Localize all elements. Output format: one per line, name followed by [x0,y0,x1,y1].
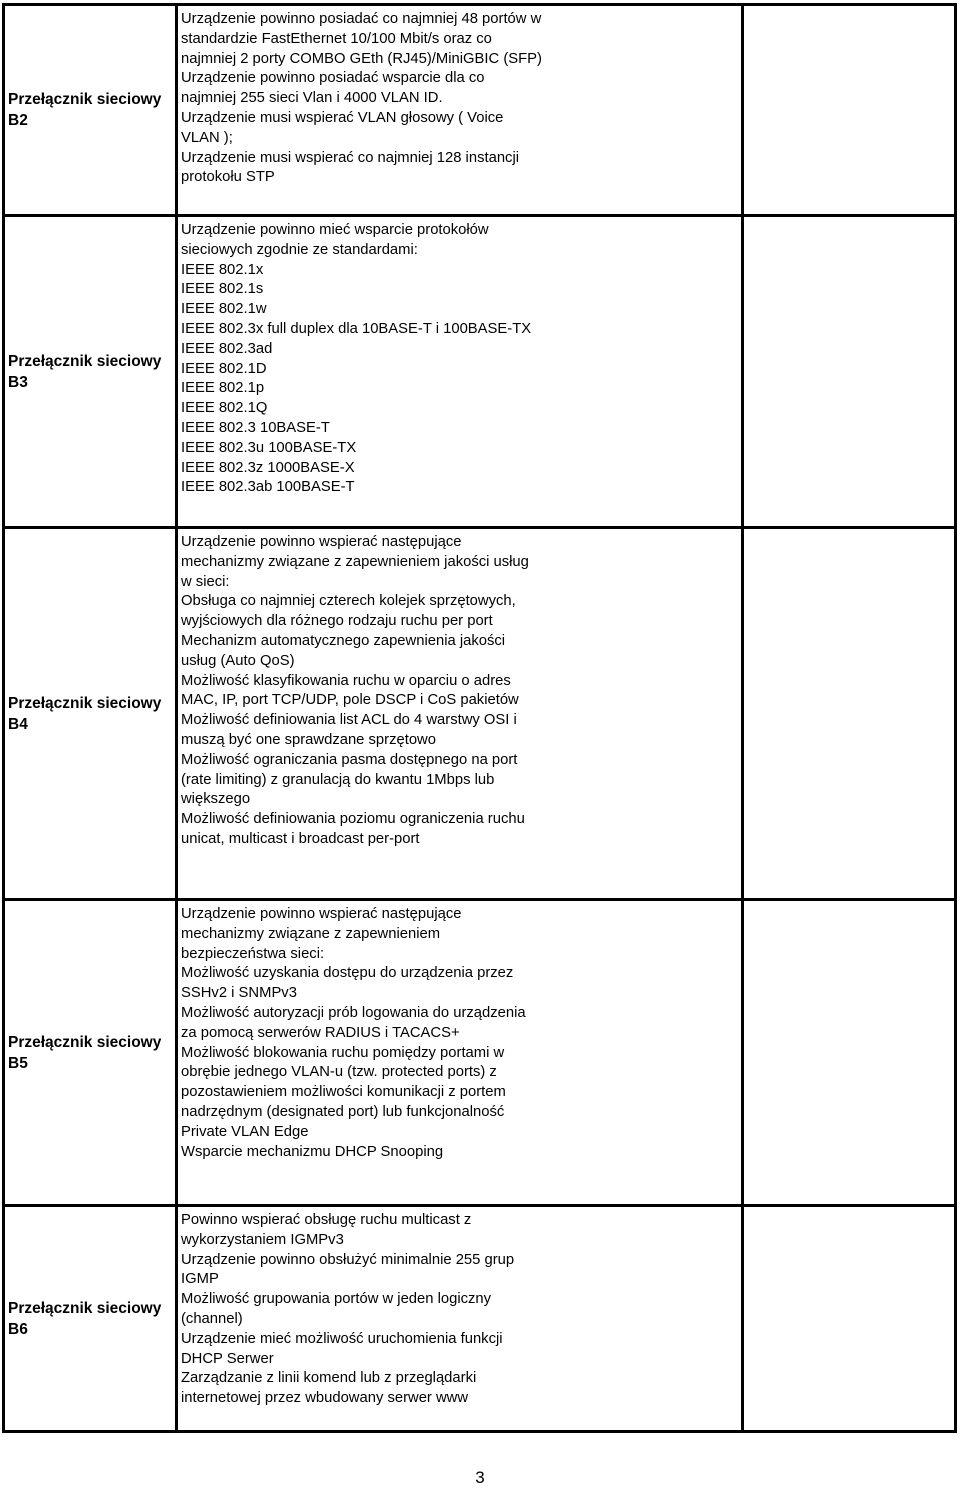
offer-cell [743,216,956,528]
requirement-line: IGMP [181,1271,219,1288]
requirement-line: Obsługa co najmniej czterech kolejek sprzętowych, [181,593,516,610]
device-label-name: Przełącznik sieciowy [8,694,162,712]
requirement-line: Możliwość uzyskania dostępu do urządzenia przez [181,965,514,982]
device-label [5,351,175,393]
device-label-name: Przełącznik sieciowy [8,352,162,370]
offer-cell [743,5,956,216]
requirement-line: Mechanizm automatycznego zapewnienia jakości [181,632,506,649]
requirement-line: muszą być one sprawdzane sprzętowo [181,731,436,748]
table-row [4,528,956,900]
table-row [4,900,956,1206]
device-label-cell [4,1206,177,1432]
requirement-line: sieciowych zgodnie ze standardami: [181,241,418,258]
requirement-line: (channel) [181,1310,243,1327]
requirement-line: Urządzenie musi wspierać VLAN głosowy ( Voice [181,109,504,126]
requirement-line: Wsparcie mechanizmu DHCP Snooping [181,1143,444,1160]
device-label [5,1298,175,1340]
requirement-line: Private VLAN Edge [181,1123,309,1140]
requirement-line: Możliwość ograniczania pasma dostępnego na port [181,751,518,768]
device-label-name: Przełącznik sieciowy [8,1299,162,1317]
requirement-line: najmniej 2 porty COMBO GEth (RJ45)/MiniGBIC (SFP) [181,50,542,67]
device-label-code: B5 [8,1054,28,1072]
requirement-line: DHCP Serwer [181,1350,274,1367]
device-label-code: B4 [8,715,28,733]
requirement-line: bezpieczeństwa sieci: [181,945,325,962]
requirement-line: IEEE 802.3u 100BASE-TX [181,439,357,456]
requirement-line: Możliwość autoryzacji prób logowania do urządzenia [181,1004,526,1021]
requirements-list [178,529,741,850]
requirement-line: IEEE 802.1D [181,360,267,377]
device-label [5,1032,175,1074]
requirement-line: mechanizmy związane z zapewnieniem [181,925,441,942]
requirement-line: IEEE 802.1Q [181,400,268,417]
requirement-line: wykorzystaniem IGMPv3 [181,1231,344,1248]
requirement-line: IEEE 802.3ad [181,340,273,357]
device-label-cell [4,5,177,216]
device-label-code: B3 [8,373,28,391]
requirements-cell [177,5,743,216]
requirement-line: Urządzenie powinno wspierać następujące [181,534,462,550]
requirement-line: standardzie FastEthernet 10/100 Mbit/s oraz co [181,30,492,47]
requirement-line: Możliwość blokowania ruchu pomiędzy portami w [181,1044,505,1061]
requirement-line: wyjściowych dla różnego rodzaju ruchu per port [181,613,493,630]
offer-cell [743,1206,956,1432]
table-row [4,5,956,216]
requirement-line: unicat, multicast i broadcast per-port [181,830,420,847]
device-label-cell [4,528,177,900]
requirements-cell [177,1206,743,1432]
requirement-line: Urządzenie powinno wspierać następujące [181,906,462,922]
requirement-line: nadrzędnym (designated port) lub funkcjonalność [181,1103,505,1120]
requirement-line: Powinno wspierać obsługę ruchu multicast z [181,1212,472,1228]
requirement-line: Urządzenie musi wspierać co najmniej 128 instancji [181,149,520,166]
requirement-line: (rate limiting) z granulacją do kwantu 1Mbps lub [181,771,495,788]
spec-table [2,3,957,1433]
offer-cell [743,528,956,900]
requirement-line: VLAN ); [181,129,233,146]
requirement-line: usług (Auto QoS) [181,652,295,669]
device-label-code: B2 [8,112,28,129]
requirement-line: za pomocą serwerów RADIUS i TACACS+ [181,1024,460,1041]
device-label-code: B6 [8,1320,28,1338]
requirement-line: IEEE 802.3 10BASE-T [181,419,330,436]
requirements-cell [177,528,743,900]
device-label-cell [4,900,177,1206]
requirement-line: większego [181,791,251,808]
requirement-line: IEEE 802.3x full duplex dla 10BASE-T i 100BASE-TX [181,320,532,337]
requirement-line: Urządzenie powinno posiadać co najmniej 48 portów w [181,11,542,27]
requirement-line: IEEE 802.1w [181,301,267,318]
page-number: 3 [475,1468,485,1487]
requirements-list [178,6,741,188]
requirement-line: IEEE 802.1x [181,261,264,278]
requirement-line: internetowej przez wbudowany serwer www [181,1390,469,1407]
requirements-list [178,217,741,498]
requirement-line: obrębie jednego VLAN-u (tzw. protected ports) z [181,1064,497,1081]
device-label [5,693,175,735]
requirement-line: Możliwość definiowania poziomu ograniczenia ruchu [181,811,525,828]
table-row [4,1206,956,1432]
requirement-line: Możliwość klasyfikowania ruchu w oparciu o adres [181,672,511,689]
requirement-line: protokołu STP [181,169,275,186]
requirement-line: SSHv2 i SNMPv3 [181,985,297,1002]
requirements-cell [177,216,743,528]
requirement-line: MAC, IP, port TCP/UDP, pole DSCP i CoS pakietów [181,692,519,709]
requirement-line: pozostawieniem możliwości komunikacji z portem [181,1084,506,1101]
device-label-cell [4,216,177,528]
device-label-name: Przełącznik sieciowy [8,91,162,108]
requirements-list [178,901,741,1162]
requirement-line: Urządzenie mieć możliwość uruchomienia funkcji [181,1330,503,1347]
requirement-line: IEEE 802.1p [181,380,265,397]
requirement-line: najmniej 255 sieci Vlan i 4000 VLAN ID. [181,90,443,107]
requirement-line: Możliwość grupowania portów w jeden logiczny [181,1291,492,1308]
requirement-line: IEEE 802.3z 1000BASE-X [181,459,355,476]
requirement-line: IEEE 802.3ab 100BASE-T [181,479,355,496]
requirement-line: Możliwość definiowania list ACL do 4 warstwy OSI i [181,712,517,729]
device-label [5,89,175,131]
device-label-name: Przełącznik sieciowy [8,1033,162,1051]
requirement-line: Urządzenie powinno mieć wsparcie protokołów [181,222,489,238]
requirement-line: Urządzenie powinno obsłużyć minimalnie 255 grup [181,1251,515,1268]
offer-cell [743,900,956,1206]
requirement-line: Urządzenie powinno posiadać wsparcie dla co [181,70,485,87]
table-row [4,216,956,528]
requirements-cell [177,900,743,1206]
requirement-line: w sieci: [181,573,230,590]
requirement-line: mechanizmy związane z zapewnieniem jakości usług [181,553,529,570]
requirement-line: IEEE 802.1s [181,281,264,298]
requirement-line: Zarządzanie z linii komend lub z przeglądarki [181,1370,477,1387]
requirements-list [178,1207,741,1409]
